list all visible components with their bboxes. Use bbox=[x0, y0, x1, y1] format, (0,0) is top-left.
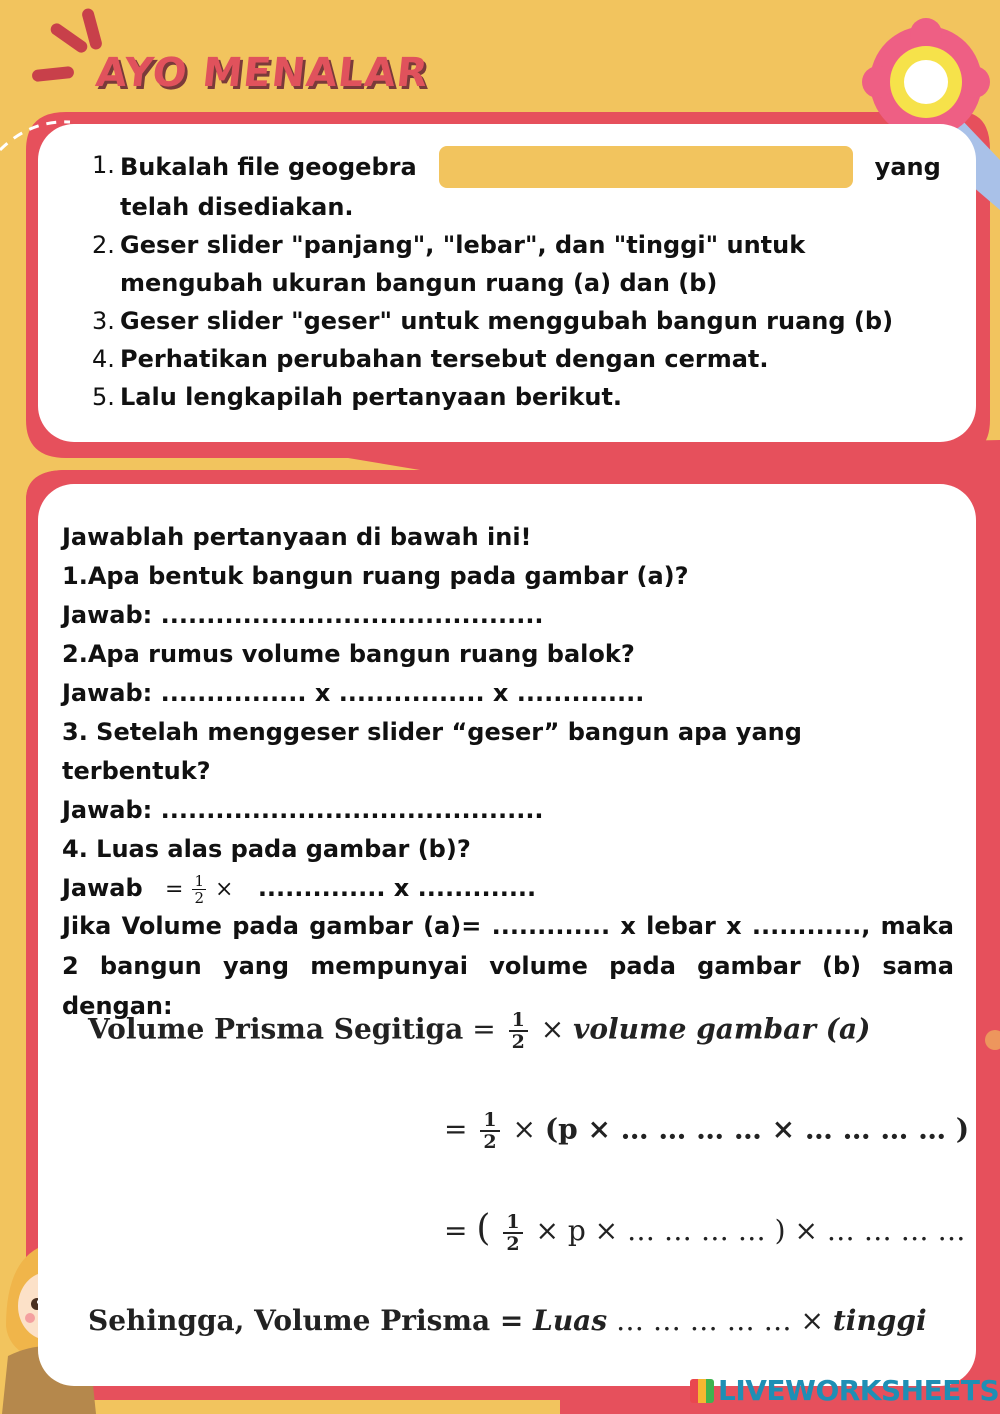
volume-paragraph: Jika Volume pada gambar (a)= ............. x lebar x ............, maka 2 bangun yang mempunyai volume pada gambar (b) sama dengan: bbox=[62, 912, 954, 1020]
questions-heading: Jawablah pertanyaan di bawah ini! bbox=[62, 523, 532, 551]
question-block bbox=[62, 518, 954, 909]
step-text: Lalu lengkapilah pertanyaan berikut. bbox=[120, 383, 623, 411]
answer-4[interactable] bbox=[62, 869, 954, 909]
answer-1[interactable]: Jawab: .......................................... bbox=[62, 601, 544, 629]
instruction-list bbox=[92, 146, 942, 416]
step-number: 4. bbox=[92, 345, 115, 373]
answer-4-blanks: .............. x ............. bbox=[257, 874, 537, 902]
liveworksheets-logo-icon bbox=[690, 1379, 714, 1403]
fraction: $\frac{1}{2}$ bbox=[503, 1212, 522, 1254]
step-number: 3. bbox=[92, 307, 115, 335]
answer-3[interactable]: Jawab: .......................................... bbox=[62, 796, 544, 824]
step-number: 1. bbox=[92, 151, 115, 179]
step-text: Geser slider "geser" untuk menggubah bangun ruang (b) bbox=[120, 307, 894, 335]
question-2: 2.Apa rumus volume bangun ruang balok? bbox=[62, 640, 635, 668]
answer-2[interactable]: Jawab: ................ x ................ x .............. bbox=[62, 679, 645, 707]
fraction: $\frac{1}{2}$ bbox=[194, 872, 205, 907]
step-number: 2. bbox=[92, 231, 115, 259]
liveworksheets-watermark: LIVEWORKSHEETS bbox=[690, 1374, 999, 1407]
math-line-2[interactable]: = $\frac{1}{2}$ × (p × … … … … × … … … … ) bbox=[444, 1109, 970, 1153]
question-1: 1.Apa bentuk bangun ruang pada gambar (a)? bbox=[62, 562, 689, 590]
math-line-1: Volume Prisma Segitiga = $\frac{1}{2}$ × volume gambar (a) bbox=[88, 1009, 871, 1053]
step-text: yang bbox=[874, 153, 941, 181]
step-text: Bukalah file geogebra bbox=[120, 153, 417, 181]
math-line-3[interactable]: = ( $\frac{1}{2}$ × p × … … … … ) × … … … … bbox=[444, 1208, 966, 1255]
page-title: AYO MENALAR bbox=[93, 50, 431, 96]
answer-4-label: Jawab bbox=[62, 874, 143, 902]
fraction: $\frac{1}{2}$ bbox=[480, 1110, 499, 1152]
half-fraction-expression: = $\frac{1}{2}$ × bbox=[165, 872, 234, 907]
step-number: 5. bbox=[92, 383, 115, 411]
step-item bbox=[92, 302, 942, 340]
step-item bbox=[92, 378, 942, 416]
step-item bbox=[92, 340, 942, 378]
step-item bbox=[92, 226, 942, 302]
step-text: Perhatikan perubahan tersebut dengan cermat. bbox=[120, 345, 769, 373]
question-4: 4. Luas alas pada gambar (b)? bbox=[62, 835, 471, 863]
step-text: telah disediakan. bbox=[120, 193, 354, 221]
prism-volume-label: Volume Prisma Segitiga bbox=[88, 1012, 464, 1046]
geogebra-link-field[interactable] bbox=[439, 146, 853, 188]
question-3: 3. Setelah menggeser slider “geser” bangun apa yang terbentuk? bbox=[62, 718, 802, 785]
step-text: Geser slider "panjang", "lebar", dan "tinggi" untuk mengubah ukuran bangun ruang (a) dan (b) bbox=[120, 231, 806, 297]
fraction: $\frac{1}{2}$ bbox=[509, 1010, 528, 1052]
math-line-4[interactable]: Sehingga, Volume Prisma = Luas … … … … … × tinggi bbox=[88, 1304, 927, 1337]
step-item bbox=[92, 146, 942, 226]
